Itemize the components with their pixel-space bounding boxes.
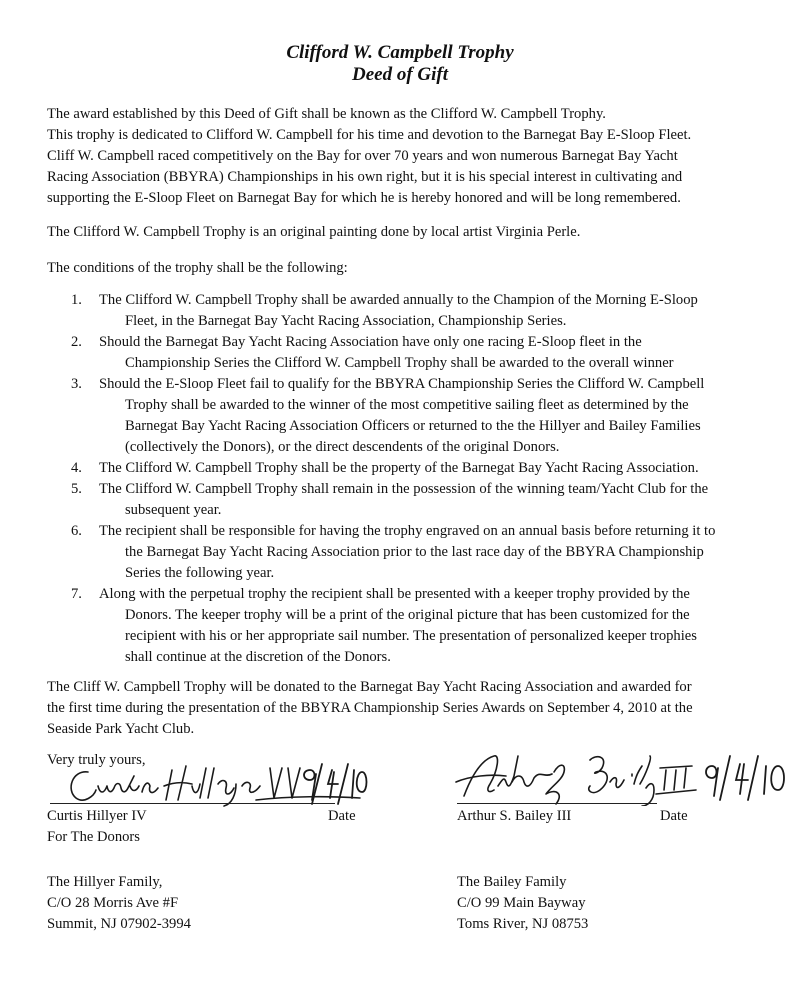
address-left [47, 872, 191, 935]
date-label-left: Date [328, 808, 356, 824]
address-line: Summit, NJ 07902-3994 [47, 916, 191, 932]
condition-number: 3. [71, 376, 82, 392]
condition-line: Donors. The keeper trophy will be a print of the original picture that has been customized for the [125, 607, 690, 623]
date-label-right: Date [660, 808, 688, 824]
condition-item [47, 374, 777, 458]
condition-line: Championship Series the Clifford W. Campbell Trophy shall be awarded to the overall winner [125, 355, 674, 371]
address-line: The Bailey Family [457, 874, 567, 890]
condition-item [47, 458, 777, 479]
address-line: Toms River, NJ 08753 [457, 916, 589, 932]
condition-number: 7. [71, 586, 82, 602]
condition-item [47, 290, 777, 332]
condition-line: Along with the perpetual trophy the recipient shall be presented with a keeper trophy provided by the [99, 586, 690, 602]
signature-line-right [457, 803, 657, 804]
signature-bailey [450, 750, 800, 806]
closing-line: the first time during the presentation of the BBYRA Championship Series Awards on September 4, 2010 at the [47, 700, 693, 716]
condition-line: The Clifford W. Campbell Trophy shall be awarded annually to the Champion of the Morning E-Sloop [99, 292, 698, 308]
signer-name-left: Curtis Hillyer IV [47, 808, 147, 824]
intro-line: Racing Association (BBYRA) Championships in his own right, but it is his special interest in cultivating and [47, 169, 683, 185]
conditions-list [47, 290, 777, 668]
signer-role-left: For The Donors [47, 829, 140, 845]
condition-line: Barnegat Bay Yacht Racing Association Officers or returned to the the Hillyer and Bailey Families [125, 418, 701, 434]
salutation: Very truly yours, [47, 752, 146, 768]
condition-line: The recipient shall be responsible for having the trophy engraved on an annual basis before returning it to [99, 523, 716, 539]
intro-line: This trophy is dedicated to Clifford W. Campbell for his time and devotion to the Barnegat Bay E-Sloop Fleet. [47, 127, 692, 143]
condition-item [47, 584, 777, 668]
document-title: Clifford W. Campbell Trophy [286, 42, 514, 63]
condition-item [47, 332, 777, 374]
address-right [457, 872, 588, 935]
closing-line: The Cliff W. Campbell Trophy will be donated to the Barnegat Bay Yacht Racing Association and awarded for [47, 679, 692, 695]
condition-number: 1. [71, 292, 82, 308]
condition-item [47, 521, 777, 584]
signature-line-left [50, 803, 335, 804]
closing-line: Seaside Park Yacht Club. [47, 721, 195, 737]
condition-line: subsequent year. [125, 502, 222, 518]
condition-line: The Clifford W. Campbell Trophy shall remain in the possession of the winning team/Yacht Club for the [99, 481, 709, 497]
painting-paragraph: The Clifford W. Campbell Trophy is an original painting done by local artist Virginia Perle. [47, 224, 581, 240]
address-line: C/O 99 Main Bayway [457, 895, 586, 911]
document-subtitle: Deed of Gift [351, 64, 449, 85]
intro-line: The award established by this Deed of Gift shall be known as the Clifford W. Campbell Trophy. [47, 106, 606, 122]
signer-name-right: Arthur S. Bailey III [457, 808, 572, 824]
intro-line: supporting the E-Sloop Fleet on Barnegat Bay for which he is hereby honored and will be long remembered. [47, 190, 681, 206]
condition-number: 2. [71, 334, 82, 350]
condition-line: Should the E-Sloop Fleet fail to qualify for the BBYRA Championship Series the Clifford W. Campbell [99, 376, 705, 392]
condition-line: the Barnegat Bay Yacht Racing Association prior to the last race day of the BBYRA Championship [125, 544, 704, 560]
condition-item [47, 479, 777, 521]
condition-line: Fleet, in the Barnegat Bay Yacht Racing Association, Championship Series. [125, 313, 567, 329]
condition-line: shall continue at the discretion of the Donors. [125, 649, 391, 665]
intro-line: Cliff W. Campbell raced competitively on the Bay for over 70 years and won numerous Barnegat Bay Yacht [47, 148, 678, 164]
intro-paragraph [47, 104, 767, 209]
conditions-intro: The conditions of the trophy shall be the following: [47, 260, 348, 276]
condition-line: Should the Barnegat Bay Yacht Racing Association have only one racing E-Sloop fleet in the [99, 334, 642, 350]
condition-number: 6. [71, 523, 82, 539]
condition-number: 4. [71, 460, 82, 476]
condition-line: (collectively the Donors), or the direct descendents of the original Donors. [125, 439, 560, 455]
condition-line: Trophy shall be awarded to the winner of the most competitive sailing fleet as determined by the [125, 397, 689, 413]
condition-number: 5. [71, 481, 82, 497]
address-line: The Hillyer Family, [47, 874, 163, 890]
condition-line: Series the following year. [125, 565, 275, 581]
address-line: C/O 28 Morris Ave #F [47, 895, 179, 911]
condition-line: recipient with his or her appropriate sail number. The presentation of personalized keeper trophies [125, 628, 697, 644]
condition-line: The Clifford W. Campbell Trophy shall be the property of the Barnegat Bay Yacht Racing Association. [99, 460, 699, 476]
closing-paragraph [47, 677, 777, 740]
